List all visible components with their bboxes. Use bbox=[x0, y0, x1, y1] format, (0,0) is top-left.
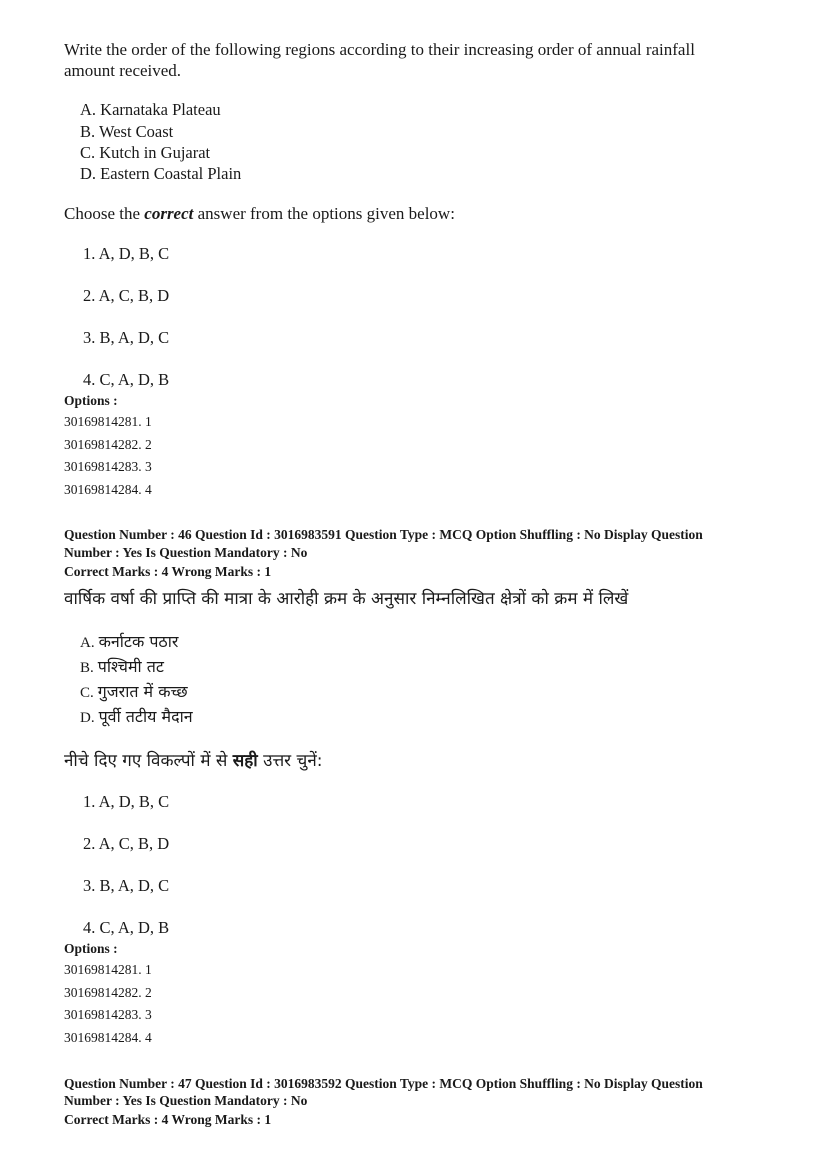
q47-meta-line2: Number : Yes Is Question Mandatory : No bbox=[64, 1093, 308, 1108]
q45-option-4: 30169814284. 4 bbox=[64, 482, 152, 497]
q45-option-2: 30169814282. 2 bbox=[64, 437, 152, 452]
q46-option-3: 30169814283. 3 bbox=[64, 1007, 152, 1022]
q45-choose-emphasis: correct bbox=[144, 204, 194, 223]
q46-answer-1: 1. A, D, B, C bbox=[83, 792, 170, 811]
q45-item-b: B. West Coast bbox=[80, 122, 174, 141]
q46-item-b: B. पश्चिमी तट bbox=[80, 657, 164, 676]
q46-item-d: D. पूर्वी तटीय मैदान bbox=[80, 707, 193, 726]
q45-answer-3: 3. B, A, D, C bbox=[83, 328, 170, 347]
q45-answer-4: 4. C, A, D, B bbox=[83, 370, 170, 389]
q46-choose-instruction: नीचे दिए गए विकल्पों में से सही उत्तर चुनें: bbox=[64, 751, 323, 771]
q46-option-1: 30169814281. 1 bbox=[64, 962, 152, 977]
q45-answer-2: 2. A, C, B, D bbox=[83, 286, 170, 305]
q46-choose-emphasis: सही bbox=[232, 751, 258, 771]
q46-hindi-text: वार्षिक वर्षा की प्राप्ति की मात्रा के आरोही क्रम के अनुसार निम्नलिखित क्षेत्रों को क्रम में लिखें bbox=[64, 589, 629, 609]
q46-option-2: 30169814282. 2 bbox=[64, 985, 152, 1000]
q45-item-c: C. Kutch in Gujarat bbox=[80, 143, 211, 162]
q46-item-a: A. कर्नाटक पठार bbox=[80, 632, 179, 651]
q45-choose-instruction: Choose the correct answer from the options given below: bbox=[64, 204, 455, 223]
q46-item-c: C. गुजरात में कच्छ bbox=[80, 682, 188, 701]
q45-item-a: A. Karnataka Plateau bbox=[80, 100, 221, 119]
q45-text-line1: Write the order of the following regions according to their increasing order of annual rainfall bbox=[64, 40, 695, 59]
q45-option-3: 30169814283. 3 bbox=[64, 459, 152, 474]
q45-answer-1: 1. A, D, B, C bbox=[83, 244, 170, 263]
q45-options-label: Options : bbox=[64, 393, 118, 408]
q46-options-label: Options : bbox=[64, 941, 118, 956]
q46-marks: Correct Marks : 4 Wrong Marks : 1 bbox=[64, 564, 272, 579]
q47-meta-line1: Question Number : 47 Question Id : 3016983592 Question Type : MCQ Option Shuffling : No Display Question bbox=[64, 1076, 703, 1091]
q45-text-line2: amount received. bbox=[64, 61, 182, 80]
q46-answer-4: 4. C, A, D, B bbox=[83, 918, 170, 937]
q46-option-4: 30169814284. 4 bbox=[64, 1030, 152, 1045]
q45-item-d: D. Eastern Coastal Plain bbox=[80, 164, 242, 183]
q46-meta-line2: Number : Yes Is Question Mandatory : No bbox=[64, 545, 308, 560]
q45-option-1: 30169814281. 1 bbox=[64, 414, 152, 429]
q46-meta-line1: Question Number : 46 Question Id : 3016983591 Question Type : MCQ Option Shuffling : No Display Question bbox=[64, 527, 703, 542]
q46-answer-3: 3. B, A, D, C bbox=[83, 876, 170, 895]
q46-answer-2: 2. A, C, B, D bbox=[83, 834, 170, 853]
q47-marks: Correct Marks : 4 Wrong Marks : 1 bbox=[64, 1112, 272, 1127]
